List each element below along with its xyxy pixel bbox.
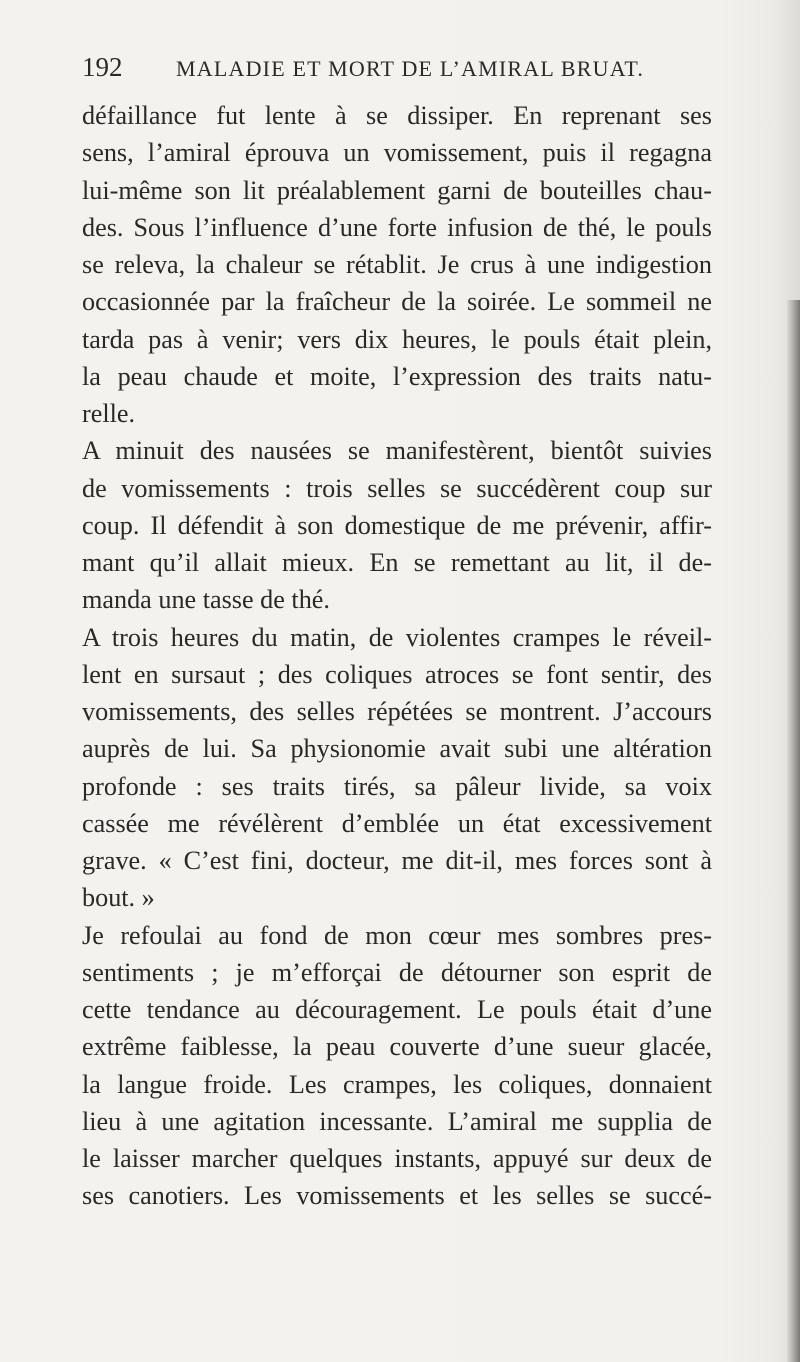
text-line: la peau chaude et moite, l’expression des traits natu- xyxy=(82,361,712,391)
text-line: A trois heures du matin, de violentes crampes le réveil- xyxy=(82,622,712,652)
text-line: occasionnée par la fraîcheur de la soirée. Le sommeil ne xyxy=(82,287,712,317)
page-edge-shadow xyxy=(786,300,800,1362)
text-line: coup. Il défendit à son domestique de me prévenir, affir- xyxy=(82,510,712,540)
running-title: MALADIE ET MORT DE L’AMIRAL BRUAT. xyxy=(176,56,645,81)
page-header xyxy=(82,52,702,92)
page-number: 192 xyxy=(82,52,123,82)
text-line: des. Sous l’influence d’une forte infusion de thé, le pouls xyxy=(82,212,712,242)
text-line: auprès de lui. Sa physionomie avait subi une altération xyxy=(82,734,712,764)
text-line: relle. xyxy=(82,399,136,428)
text-line: mant qu’il allait mieux. En se remettant au lit, il de- xyxy=(82,548,712,577)
text-line: manda une tasse de thé. xyxy=(82,585,330,615)
text-line: ses canotiers. Les vomissements et les selles se succé- xyxy=(82,1181,712,1211)
text-line: cette tendance au découragement. Le pouls était d’une xyxy=(82,995,712,1024)
body-text xyxy=(82,97,712,1215)
text-line: se releva, la chaleur se rétablit. Je crus à une indigestion xyxy=(82,250,712,279)
text-line: sentiments ; je m’efforçai de détourner son esprit de xyxy=(82,957,712,987)
text-line: A minuit des nausées se manifestèrent, bientôt suivies xyxy=(82,436,712,466)
text-line: vomissements, des selles répétées se montrent. J’accours xyxy=(82,697,712,726)
text-line: cassée me révélèrent d’emblée un état excessivement xyxy=(82,808,712,838)
text-line: lui-même son lit préalablement garni de bouteilles chau- xyxy=(82,175,712,205)
text-line: la langue froide. Les crampes, les coliques, donnaient xyxy=(82,1069,712,1099)
text-line: de vomissements : trois selles se succédèrent coup sur xyxy=(82,473,712,503)
text-line: profonde : ses traits tirés, sa pâleur livide, sa voix xyxy=(82,771,712,801)
text-line: extrême faiblesse, la peau couverte d’une sueur glacée, xyxy=(82,1032,712,1062)
text-line: grave. « C’est fini, docteur, me dit-il, mes forces sont à xyxy=(82,846,712,875)
text-line: défaillance fut lente à se dissiper. En reprenant ses xyxy=(82,101,712,130)
text-line: tarda pas à venir; vers dix heures, le pouls était plein, xyxy=(82,324,712,354)
text-line: Je refoulai au fond de mon cœur mes sombres pres- xyxy=(82,920,712,950)
text-line: bout. » xyxy=(82,883,155,913)
text-line: lent en sursaut ; des coliques atroces se font sentir, des xyxy=(82,659,712,689)
text-line: sens, l’amiral éprouva un vomissement, puis il regagna xyxy=(82,138,712,168)
text-line: le laisser marcher quelques instants, appuyé sur deux de xyxy=(82,1144,712,1173)
text-line: lieu à une agitation incessante. L’amiral me supplia de xyxy=(82,1106,712,1136)
